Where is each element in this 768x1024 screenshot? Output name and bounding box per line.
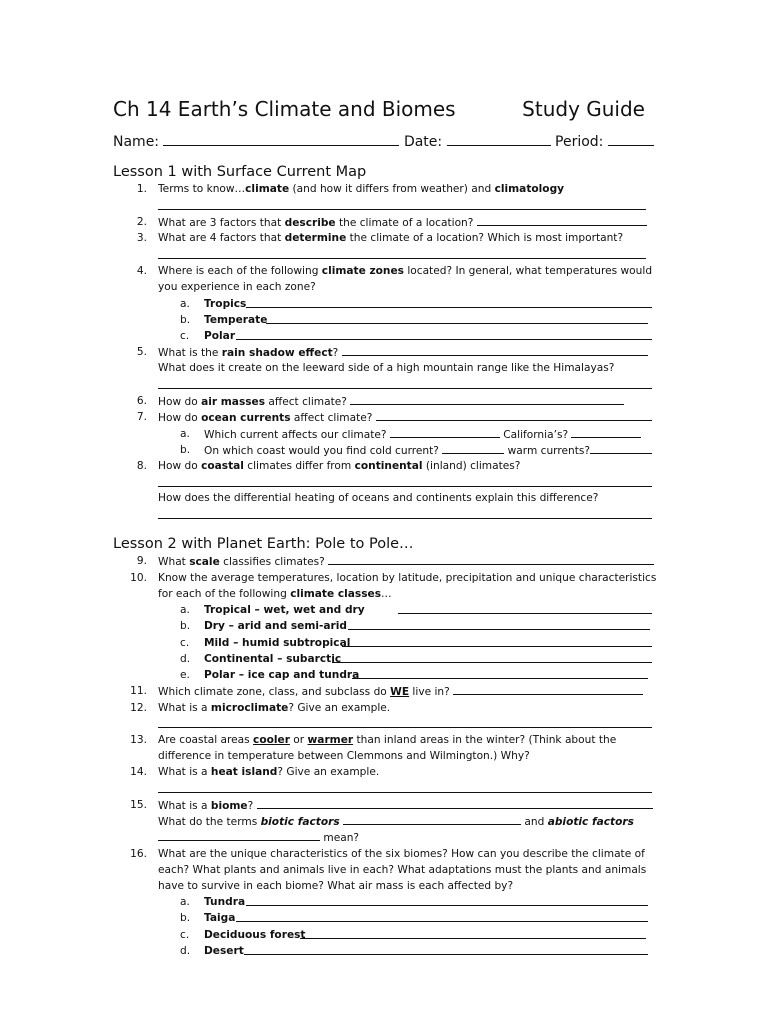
answer-blank-biotic[interactable]: [343, 813, 521, 825]
answer-line-q8[interactable]: [158, 486, 652, 487]
answer-blank-q2[interactable]: [477, 214, 647, 226]
answer-blank-q6[interactable]: [350, 393, 624, 405]
answer-blank-california-current[interactable]: [571, 426, 641, 438]
answer-blank-taiga[interactable]: [236, 910, 648, 922]
name-label: Name:: [113, 134, 160, 150]
date-label: Date:: [403, 134, 443, 150]
lesson-1-heading: Lesson 1 with Surface Current Map: [113, 164, 367, 180]
answer-blank-q7[interactable]: [376, 409, 652, 421]
study-guide-page: Ch 14 Earth’s Climate and Biomes Study Guide Name: Date: Period: Lesson 1 with Surface Current Map 1. Terms to know…climate (and how it differs from weather) and climatology 2. What are 3 factors that describe the climate of a location? 3. What are 4 factors that determine the climate of a location? Which is most important? 4. Where is each of the following climate zones located? In general, what temperatures would you experience in each zone? a. Tropics b. Temperate c. Polar 5. What is the rain shadow effect? What does it create on the leeward side of a high mountain range like the Himalayas? 6. How do air masses affect climate? 7. How do ocean currents affect climate? a. Which current affects our climate? California’s? b. On which coast would you find cold current? warm currents? 8. How do coastal climates differ from continental (inland) climates? How does the differential heating of oceans and continents explain this difference? Lesson 2 with Planet Earth: Pole to Pole… 9. What scale classifies climates? 10. Know the average temperatures, location by latitude, precipitation and unique characteristics for each of the following climate classes… a. Tropical – wet, wet and dry b. Dry – arid and semi-arid c. Mild – humid subtropical d. Continental – subarctic e. Polar – ice cap and tundra 11. Which climate zone, class, and subclass do WE live in? 12. What is a microclimate? Give an example. 13. Are coastal areas cooler or warmer than inland areas in the winter? (Think about the difference in temperature between Clemmons and Wilmington.) Why? 14. What is a heat island? Give an example. 15. What is a biome? What do the terms biotic factors and abiotic factors mean? 16. What are the unique characteristics of the six biomes? How can you describe the climate of each? What plants and animals live in each? What adaptations must the plants and animals have to survive in each biome? What air mass is each affected by? a. Tundra b. Taiga c. Deciduous forest d. Desert: [113, 97, 657, 957]
answer-blank-tropics[interactable]: [246, 296, 652, 308]
question-13-continued: difference in temperature between Clemmons and Wilmington.) Why?: [158, 750, 530, 762]
answer-blank-q5[interactable]: [342, 344, 648, 356]
answer-blank-cold-current[interactable]: [442, 442, 504, 454]
answer-blank-q15[interactable]: [257, 797, 653, 809]
answer-blank-polar-class[interactable]: [352, 667, 648, 679]
answer-blank-deciduous[interactable]: [300, 927, 646, 939]
page-title: Ch 14 Earth’s Climate and Biomes: [113, 97, 456, 121]
question-5-continued: What does it create on the leeward side of a high mountain range like the Himalayas?: [158, 362, 615, 374]
answer-blank-mild[interactable]: [342, 635, 652, 647]
answer-line-q14[interactable]: [158, 792, 652, 793]
answer-blank-dry[interactable]: [348, 618, 650, 630]
answer-blank-warm-current[interactable]: [590, 442, 652, 454]
lesson-2-heading: Lesson 2 with Planet Earth: Pole to Pole…: [113, 536, 414, 552]
answer-blank-our-current[interactable]: [390, 426, 500, 438]
answer-blank-abiotic[interactable]: [158, 829, 320, 841]
period-label: Period:: [555, 134, 604, 150]
question-15-continued-2: mean?: [158, 829, 652, 846]
answer-blank-desert[interactable]: [244, 943, 648, 955]
answer-blank-q9[interactable]: [328, 553, 654, 565]
answer-line-q3[interactable]: [158, 258, 646, 259]
answer-blank-continental[interactable]: [332, 651, 652, 663]
name-date-period-row: [113, 131, 645, 151]
answer-line-q8b[interactable]: [158, 518, 652, 519]
name-field[interactable]: [163, 131, 399, 146]
page-subtitle: Study Guide: [522, 97, 645, 121]
answer-line-q5[interactable]: [158, 388, 652, 389]
question-16-continued: each? What plants and animals live in each? What adaptations must the plants and animals: [158, 864, 647, 876]
question-15-continued: What do the terms biotic factors and abiotic factors: [158, 813, 652, 830]
answer-line-q1[interactable]: [158, 209, 646, 210]
answer-blank-polar[interactable]: [236, 328, 652, 340]
question-16-continued-2: have to survive in each biome? What air mass is each affected by?: [158, 880, 514, 892]
date-field[interactable]: [447, 131, 551, 146]
question-4-continued: you experience in each zone?: [158, 281, 316, 293]
title-row: [113, 96, 645, 122]
answer-line-q12[interactable]: [158, 727, 652, 728]
answer-blank-tundra[interactable]: [246, 894, 648, 906]
question-10-continued: for each of the following climate classes…: [158, 588, 392, 600]
answer-blank-q11[interactable]: [453, 683, 643, 695]
answer-blank-temperate[interactable]: [266, 312, 648, 324]
answer-blank-tropical[interactable]: [398, 602, 652, 614]
question-8-continued: How does the differential heating of oceans and continents explain this difference?: [158, 492, 599, 504]
period-field[interactable]: [608, 131, 654, 146]
